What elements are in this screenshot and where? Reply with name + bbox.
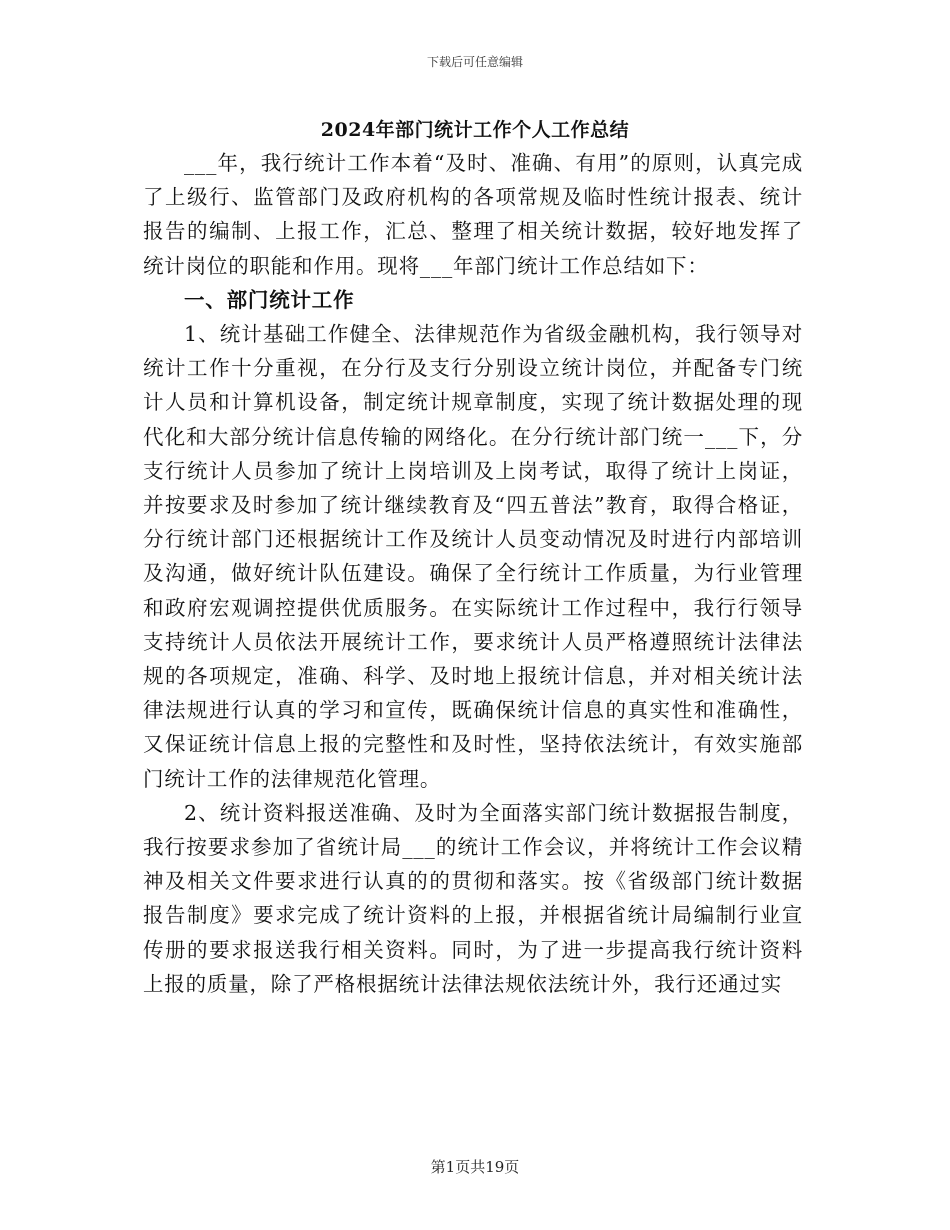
section-heading: 一、部门统计工作 <box>184 287 355 312</box>
header-note: 下载后可任意编辑 <box>426 55 523 69</box>
item-1-paragraph: 1、统计基础工作健全、法律规范作为省级金融机构，我行领导对统计工作十分重视，在分行及支行分别设立统计岗位，并配备专门统计人员和计算机设备，制定统计规章制度，实现了统计数据处理的现代化和大部分统计信息传输的网络化。在分行统计部门统一___下，分支行统计人员参加了统计上岗培训及上岗考试，取得了统计上岗证，并按要求及时参加了统计继续教育及“四五普法”教育，取得合格证，分行统计部门还根据统计工作及统计人员变动情况及时进行内部培训及沟通，做好统计队伍建设。确保了全行统计工作质量，为行业管理和政府宏观调控提供优质服务。在实际统计工作过程中，我行行领导支持统计人员依法开展统计工作，要求统计人员严格遵照统计法律法规的各项规定，准确、科学、及时地上报统计信息，并对相关统计法律法规进行认真的学习和宣传，既确保统计信息的真实性和准确性，又保证统计信息上报的完整性和及时性，坚持依法统计，有效实施部门统计工作的法律规范化管理。 <box>143 322 803 791</box>
item-2-paragraph: 2、统计资料报送准确、及时为全面落实部门统计数据报告制度，我行按要求参加了省统计局___的统计工作会议，并将统计工作会议精神及相关文件要求进行认真的的贯彻和落实。按《省级部门统计数据报告制度》要求完成了统计资料的上报，并根据省统计局编制行业宣传册的要求报送我行相关资料。同时，为了进一步提高我行统计资料上报的质量，除了严格根据统计法律法规依法统计外，我行还通过实 <box>143 800 803 996</box>
document-title: 2024年部门统计工作个人工作总结 <box>320 119 630 141</box>
intro-paragraph: ___年，我行统计工作本着“及时、准确、有用”的原则，认真完成了上级行、监管部门及政府机构的各项常规及临时性统计报表、统计报告的编制、上报工作，汇总、整理了相关统计数据，较好地发挥了统计岗位的职能和作用。现将___年部门统计工作总结如下： <box>143 151 803 278</box>
document-body <box>143 146 803 1001</box>
page-number: 第1页共19页 <box>430 1158 520 1176</box>
